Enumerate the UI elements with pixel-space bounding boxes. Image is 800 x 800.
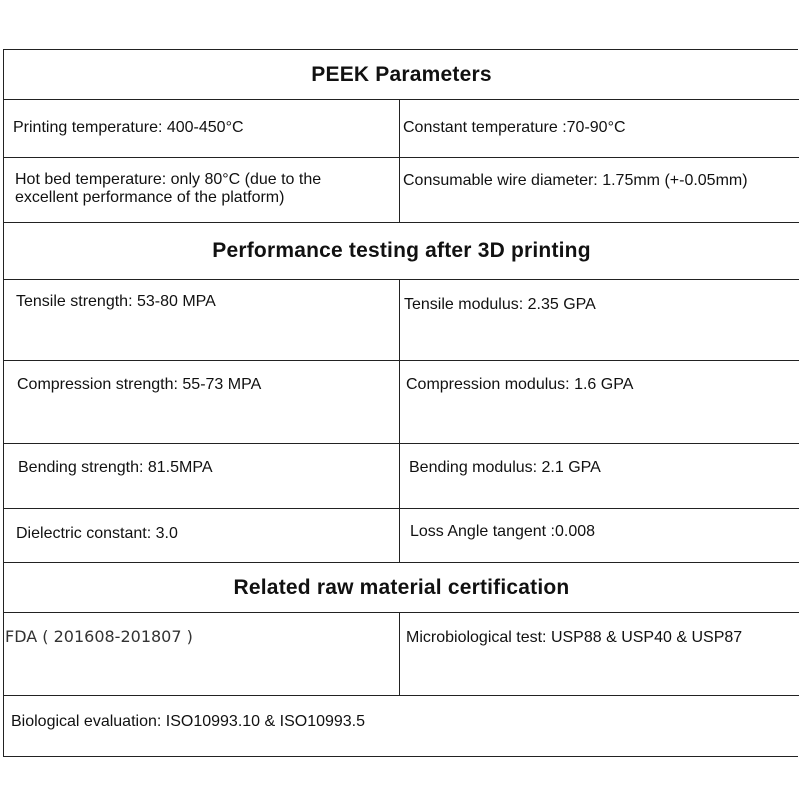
- peek-parameters-table: [3, 49, 798, 757]
- table-cell: [4, 280, 400, 360]
- bending-strength-text: Bending strength: 81.5MPA: [18, 459, 213, 476]
- dielectric-constant-text: Dielectric constant: 3.0: [16, 525, 178, 542]
- table-cell: [400, 100, 799, 157]
- hot-bed-temperature-text-line1: Hot bed temperature: only 80°C (due to the: [15, 171, 322, 188]
- table-cell: [4, 361, 400, 443]
- fda-certification-text: FDA ( 201608-201807 ): [5, 627, 193, 646]
- table-row: [4, 100, 799, 158]
- section-title: Performance testing after 3D printing: [212, 239, 591, 262]
- loss-angle-tangent-text: Loss Angle tangent :0.008: [410, 523, 596, 540]
- tensile-modulus-text: Tensile modulus: 2.35 GPA: [404, 296, 596, 313]
- compression-modulus-text: Compression modulus: 1.6 GPA: [406, 376, 634, 393]
- table-row: [4, 158, 799, 223]
- table-cell: [4, 696, 799, 757]
- table-cell: [4, 444, 400, 508]
- table-cell: [400, 361, 799, 443]
- table-row: [4, 444, 799, 509]
- table-cell: [400, 280, 799, 360]
- microbiological-test-text: Microbiological test: USP88 & USP40 & USP87: [406, 629, 743, 646]
- section-header-performance-testing: [4, 223, 799, 280]
- constant-temperature-text: Constant temperature :70-90°C: [403, 119, 626, 136]
- section-header-peek-parameters: [4, 50, 799, 100]
- table-row: [4, 509, 799, 563]
- section-title: PEEK Parameters: [311, 62, 492, 86]
- table-cell: [400, 158, 799, 222]
- table-cell: [400, 613, 799, 695]
- section-title: Related raw material certification: [233, 575, 570, 599]
- bending-modulus-text: Bending modulus: 2.1 GPA: [409, 459, 601, 476]
- table-cell: [4, 100, 400, 157]
- section-header-raw-material-certification: [4, 563, 799, 613]
- table-cell: [400, 509, 799, 562]
- table-row: [4, 613, 799, 696]
- compression-strength-text: Compression strength: 55-73 MPA: [17, 376, 262, 393]
- table-row: [4, 696, 799, 757]
- printing-temperature-text: Printing temperature: 400-450°C: [13, 119, 244, 136]
- table-cell: [4, 509, 400, 562]
- table-cell: [4, 158, 400, 222]
- table-row: [4, 280, 799, 361]
- tensile-strength-text: Tensile strength: 53-80 MPA: [16, 293, 216, 310]
- hot-bed-temperature-text-line2: excellent performance of the platform): [15, 189, 285, 206]
- biological-evaluation-text: Biological evaluation: ISO10993.10 & ISO10993.5: [11, 713, 366, 730]
- consumable-wire-diameter-text: Consumable wire diameter: 1.75mm (+-0.05mm): [403, 172, 748, 189]
- table-cell: [400, 444, 799, 508]
- table-row: [4, 361, 799, 444]
- table-cell: [4, 613, 400, 695]
